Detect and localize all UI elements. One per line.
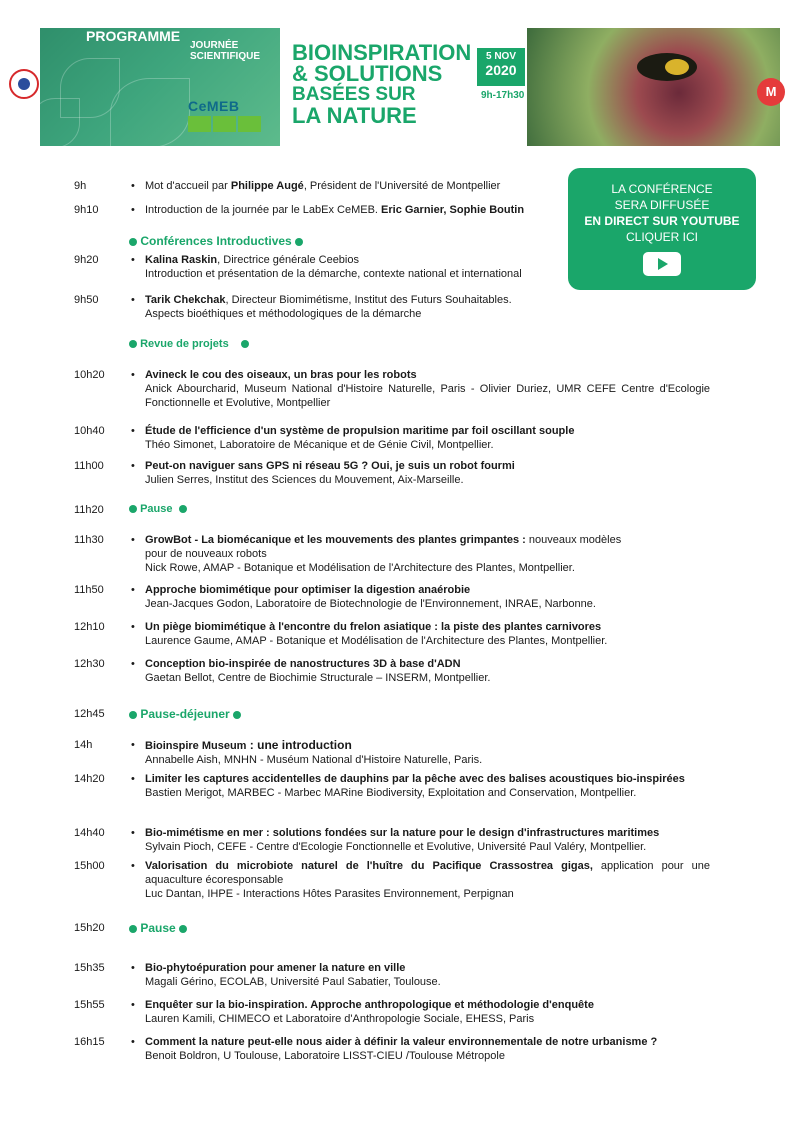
wasp-image <box>637 53 697 81</box>
banner-left-panel <box>40 28 280 146</box>
cemeb-logo: CeMEB <box>188 98 266 138</box>
university-logo <box>9 69 39 99</box>
section-pause-dejeuner: Pause-déjeuner <box>129 707 241 721</box>
journee-label: JOURNÉE SCIENTIFIQUE <box>190 40 261 62</box>
pause-dejeuner-time: 12h45 <box>74 708 105 720</box>
section-revue-de-projets: Revue de projets <box>129 338 249 350</box>
banner-title: BIOINSPIRATION & SOLUTIONS BASÉES SUR LA NATURE <box>292 40 472 128</box>
programme-label: PROGRAMME <box>86 28 181 44</box>
date-badge: 5 NOV 2020 <box>477 48 525 86</box>
partner-logo: M <box>757 78 785 106</box>
section-pause: Pause <box>129 921 187 935</box>
section-conferences-introductives: Conférences Introductives <box>129 234 303 248</box>
youtube-live-button[interactable]: LA CONFÉRENCE SERA DIFFUSÉE EN DIRECT SUR YOUTUBE CLIQUER ICI <box>568 168 756 290</box>
pause-time: 11h20 <box>74 504 104 516</box>
header-banner <box>40 28 780 146</box>
section-pause: Pause <box>129 503 187 515</box>
pitcher-plant-photo <box>527 28 780 146</box>
pause-time: 15h20 <box>74 922 105 934</box>
hours-label: 9h-17h30 <box>481 90 525 101</box>
